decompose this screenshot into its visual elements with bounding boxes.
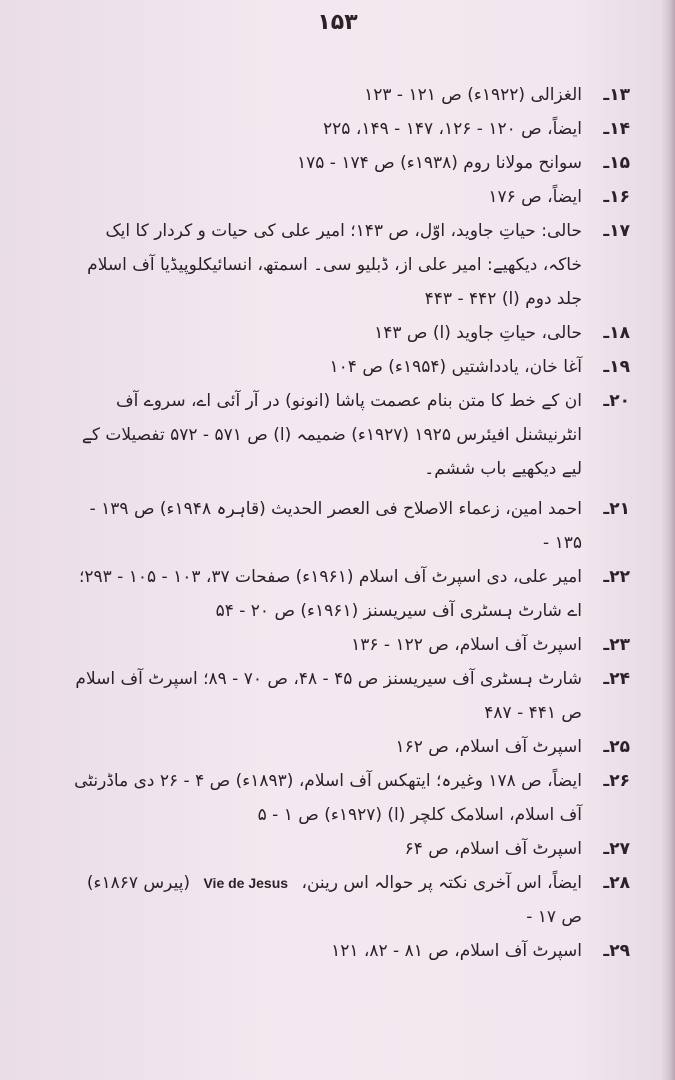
endnote-number: ۲۱ـ <box>603 499 630 519</box>
endnote-27 <box>62 832 630 866</box>
endnote-number: ۱۹ـ <box>603 357 630 377</box>
endnote-number: ۱۸ـ <box>603 323 630 343</box>
endnote-number: ۲۳ـ <box>603 635 630 655</box>
endnote-text: امیر علی، دی اسپرٹ آف اسلام (۱۹۶۱ء) صفحات ۳۷، ۱۰۳ - ۱۰۵ - ۲۹۳؛ اے شارٹ ہسٹری آف سیریسنز (۱۹۶۱ء) ص ۲۰ - ۵۴ <box>78 567 582 621</box>
endnote-number: ۲۴ـ <box>603 669 630 689</box>
endnote-text: اسپرٹ آف اسلام، ص ۱۲۲ - ۱۳۶ <box>351 635 582 655</box>
endnote-text: ایضاً، ص ۱۷۶ <box>488 187 582 207</box>
endnote-text: الغزالی (۱۹۲۲ء) ص ۱۲۱ - ۱۲۳ <box>364 85 582 105</box>
endnote-29 <box>62 934 630 968</box>
endnote-number: ۱۷ـ <box>603 221 630 241</box>
endnote-number: ۱۵ـ <box>603 153 630 173</box>
endnote-22 <box>62 560 630 628</box>
endnote-text: اسپرٹ آف اسلام، ص ۸۱ - ۸۲، ۱۲۱ <box>331 941 582 961</box>
endnote-25 <box>62 730 630 764</box>
page-number: ۱۵۳ <box>317 10 358 35</box>
endnote-number: ۱۶ـ <box>603 187 630 207</box>
endnote-text: اسپرٹ آف اسلام، ص ۶۴ <box>404 839 582 859</box>
endnote-text: احمد امین، زعماء الاصلاح فی العصر الحدیث (قاہرہ ۱۹۴۸ء) ص ۱۳۹ - ۱۳۵ - <box>89 499 582 553</box>
endnote-26 <box>62 764 630 832</box>
endnote-23 <box>62 628 630 662</box>
endnotes-list <box>62 78 630 968</box>
book-title-latin: Vie de Jesus <box>203 875 289 891</box>
endnote-text: شارٹ ہسٹری آف سیریسنز ص ۴۵ - ۴۸، ص ۷۰ - ۸۹؛ اسپرٹ آف اسلام ص ۴۴۱ - ۴۸۷ <box>75 669 582 723</box>
endnote-text: اسپرٹ آف اسلام، ص ۱۶۲ <box>395 737 582 757</box>
endnote-17 <box>62 214 630 316</box>
endnote-number: ۲۹ـ <box>603 941 630 961</box>
endnote-18 <box>62 316 630 350</box>
endnote-text <box>62 866 588 934</box>
endnote-text: سوانح مولانا روم (۱۹۳۸ء) ص ۱۷۴ - ۱۷۵ <box>296 153 582 173</box>
endnote-text: ایضاً، ص ۱۲۰ - ۱۲۶، ۱۴۷ - ۱۴۹، ۲۲۵ <box>323 119 582 139</box>
endnote-19 <box>62 350 630 384</box>
endnote-text-urdu: ایضاً، اس آخری نکتہ پر حوالہ اس رینن، <box>301 873 582 893</box>
endnote-16 <box>62 180 630 214</box>
endnote-28 <box>62 866 630 934</box>
endnote-text: ان کے خط کا متن بنام عصمت پاشا (انونو) در آر آئی اے، سروے آف انٹرنیشنل افیئرس ۱۹۲۵ (۱۹۲۷ء) ضمیمہ (ا) ص ۵۷۱ - ۵۷۲ تفصیلات کے لیے دیکھیے باب ششم۔ <box>81 391 582 479</box>
endnote-number: ۱۳ـ <box>603 85 630 105</box>
endnote-24 <box>62 662 630 730</box>
endnote-number: ۲۵ـ <box>603 737 630 757</box>
endnote-number: ۲۲ـ <box>603 567 630 587</box>
endnote-14 <box>62 112 630 146</box>
endnote-text: آغا خان، یادداشتیں (۱۹۵۴ء) ص ۱۰۴ <box>329 357 582 377</box>
endnote-text: حالی: حیاتِ جاوید، اوّل، ص ۱۴۳؛ امیر علی کی حیات و کردار کا ایک خاکہ، دیکھیے: امیر علی از، ڈبلیو سی۔ اسمتھ، انسائیکلوپیڈیا آف اسلام جلد دوم (ا) ۴۴۲ - ۴۴۳ <box>87 221 582 309</box>
endnote-number: ۲۸ـ <box>603 873 630 893</box>
endnote-13 <box>62 78 630 112</box>
endnote-15 <box>62 146 630 180</box>
endnote-21 <box>62 492 630 560</box>
endnote-number: ۲۶ـ <box>603 771 630 791</box>
endnote-text-urdu: (پیرس ۱۸۶۷ء) ص ۱۷ - <box>86 873 582 927</box>
endnote-20 <box>62 384 630 486</box>
endnote-number: ۱۴ـ <box>603 119 630 139</box>
endnote-number: ۲۷ـ <box>603 839 630 859</box>
endnote-text: حالی، حیاتِ جاوید (ا) ص ۱۴۳ <box>374 323 582 343</box>
page-spine-shadow <box>661 0 675 1080</box>
endnote-text: ایضاً، ص ۱۷۸ وغیرہ؛ ایتھکس آف اسلام، (۱۸۹۳ء) ص ۴ - ۲۶ دی ماڈرنٹی آف اسلام، اسلامک کلچر (ا) (۱۹۲۷ء) ص ۱ - ۵ <box>74 771 582 825</box>
endnote-number: ۲۰ـ <box>603 391 630 411</box>
